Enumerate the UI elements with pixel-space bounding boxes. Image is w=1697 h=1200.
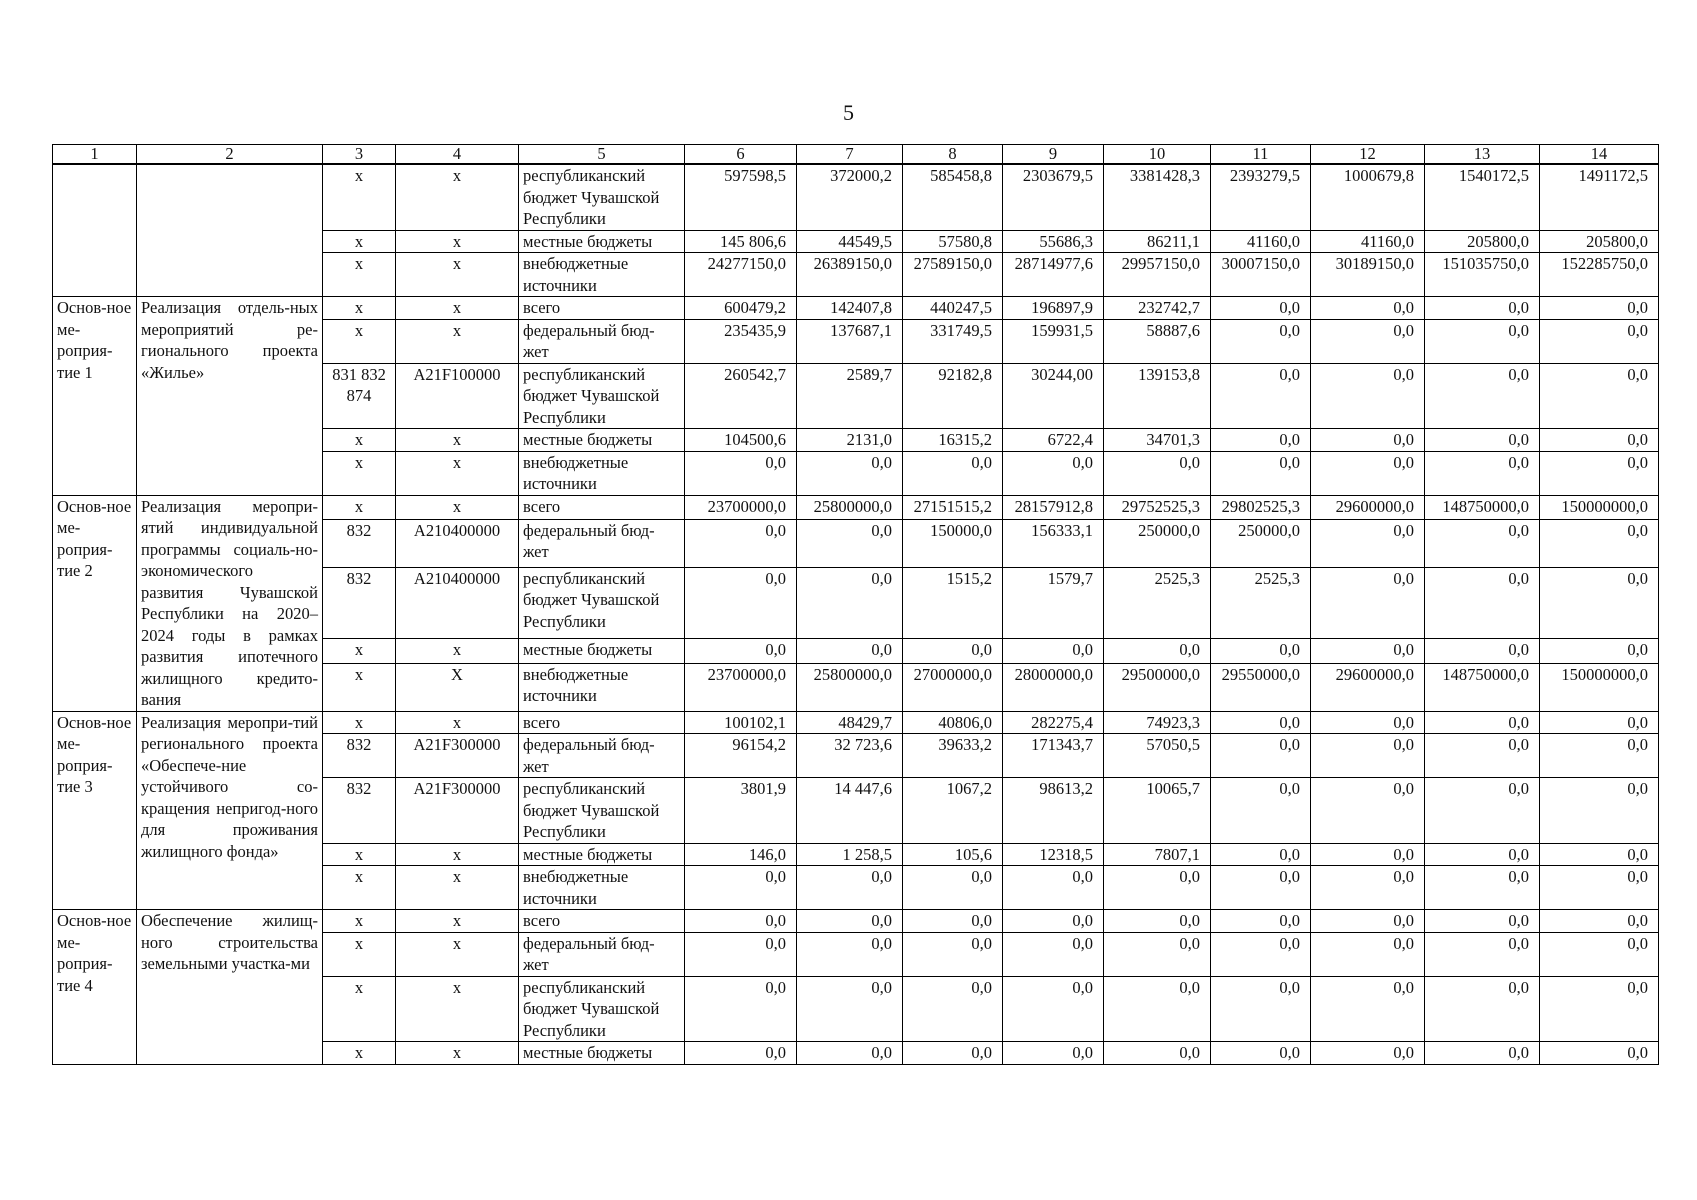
value-cell: 2589,7 (797, 363, 903, 429)
code-cell: х (323, 843, 396, 866)
code-cell: х (323, 910, 396, 933)
value-cell: 3381428,3 (1104, 164, 1211, 230)
classifier-cell: х (396, 910, 519, 933)
value-cell: 0,0 (1211, 639, 1311, 663)
value-cell: 0,0 (1003, 639, 1104, 663)
code-cell: х (323, 451, 396, 495)
value-cell: 0,0 (1311, 639, 1425, 663)
value-cell: 0,0 (1104, 639, 1211, 663)
value-cell: 139153,8 (1104, 363, 1211, 429)
value-cell: 159931,5 (1003, 319, 1104, 363)
value-cell: 0,0 (685, 451, 797, 495)
classifier-cell: А21F300000 (396, 734, 519, 778)
activity-number-cell: Основ-ное ме-роприя-тие 3 (53, 711, 137, 910)
value-cell: 0,0 (1003, 866, 1104, 910)
column-number-6: 6 (685, 145, 797, 165)
classifier-cell: х (396, 429, 519, 452)
value-cell: 0,0 (1211, 451, 1311, 495)
value-cell: 98613,2 (1003, 778, 1104, 844)
activity-number-cell: Основ-ное ме-роприя-тие 4 (53, 910, 137, 1065)
value-cell: 0,0 (1425, 429, 1540, 452)
value-cell: 34701,3 (1104, 429, 1211, 452)
value-cell: 0,0 (1311, 976, 1425, 1042)
value-cell: 0,0 (1425, 734, 1540, 778)
value-cell: 12318,5 (1003, 843, 1104, 866)
value-cell: 235435,9 (685, 319, 797, 363)
value-cell: 0,0 (1211, 363, 1311, 429)
value-cell: 0,0 (903, 451, 1003, 495)
value-cell: 205800,0 (1540, 230, 1659, 253)
code-cell: х (323, 297, 396, 320)
value-cell: 0,0 (1425, 843, 1540, 866)
column-number-13: 13 (1425, 145, 1540, 165)
value-cell: 0,0 (1311, 297, 1425, 320)
value-cell: 0,0 (903, 866, 1003, 910)
value-cell: 0,0 (903, 1042, 1003, 1065)
value-cell: 0,0 (1540, 778, 1659, 844)
value-cell: 0,0 (1311, 567, 1425, 638)
value-cell: 23700000,0 (685, 663, 797, 711)
column-number-2: 2 (137, 145, 323, 165)
value-cell: 585458,8 (903, 164, 1003, 230)
value-cell: 372000,2 (797, 164, 903, 230)
column-number-1: 1 (53, 145, 137, 165)
code-cell: 832 (323, 519, 396, 567)
value-cell: 142407,8 (797, 297, 903, 320)
value-cell: 104500,6 (685, 429, 797, 452)
value-cell: 0,0 (1003, 910, 1104, 933)
funding-source-cell: федеральный бюд-жет (519, 932, 685, 976)
value-cell: 0,0 (1104, 866, 1211, 910)
value-cell: 0,0 (1425, 1042, 1540, 1065)
value-cell: 25800000,0 (797, 495, 903, 519)
value-cell: 58887,6 (1104, 319, 1211, 363)
classifier-cell: х (396, 297, 519, 320)
value-cell: 0,0 (1425, 363, 1540, 429)
value-cell: 74923,3 (1104, 711, 1211, 734)
funding-source-cell: внебюджетные источники (519, 451, 685, 495)
value-cell: 282275,4 (1003, 711, 1104, 734)
value-cell: 0,0 (797, 519, 903, 567)
value-cell: 0,0 (1003, 1042, 1104, 1065)
value-cell: 0,0 (1540, 932, 1659, 976)
value-cell: 440247,5 (903, 297, 1003, 320)
value-cell: 0,0 (1311, 734, 1425, 778)
value-cell: 205800,0 (1425, 230, 1540, 253)
value-cell: 0,0 (1540, 843, 1659, 866)
table-header-row (53, 145, 1659, 165)
table-row (53, 711, 1659, 734)
code-cell: 832 (323, 778, 396, 844)
value-cell: 1 258,5 (797, 843, 903, 866)
value-cell: 0,0 (1211, 976, 1311, 1042)
value-cell: 0,0 (1211, 866, 1311, 910)
funding-source-cell: федеральный бюд-жет (519, 319, 685, 363)
value-cell: 0,0 (903, 932, 1003, 976)
value-cell: 260542,7 (685, 363, 797, 429)
value-cell: 150000000,0 (1540, 495, 1659, 519)
classifier-cell: х (396, 976, 519, 1042)
value-cell: 27000000,0 (903, 663, 1003, 711)
value-cell: 0,0 (1540, 451, 1659, 495)
value-cell: 0,0 (685, 567, 797, 638)
value-cell: 1540172,5 (1425, 164, 1540, 230)
value-cell: 10065,7 (1104, 778, 1211, 844)
value-cell: 55686,3 (1003, 230, 1104, 253)
code-cell: 832 (323, 734, 396, 778)
value-cell: 14 447,6 (797, 778, 903, 844)
value-cell: 0,0 (1211, 843, 1311, 866)
value-cell: 1000679,8 (1311, 164, 1425, 230)
value-cell: 0,0 (1540, 734, 1659, 778)
value-cell: 1491172,5 (1540, 164, 1659, 230)
value-cell: 29802525,3 (1211, 495, 1311, 519)
table-row (53, 164, 1659, 230)
value-cell: 48429,7 (797, 711, 903, 734)
value-cell: 29550000,0 (1211, 663, 1311, 711)
value-cell: 0,0 (1211, 910, 1311, 933)
value-cell: 0,0 (797, 639, 903, 663)
value-cell: 30244,00 (1003, 363, 1104, 429)
value-cell: 0,0 (685, 910, 797, 933)
value-cell: 250000,0 (1104, 519, 1211, 567)
value-cell: 0,0 (1211, 319, 1311, 363)
value-cell: 0,0 (685, 866, 797, 910)
value-cell: 28714977,6 (1003, 253, 1104, 297)
continued-cell (53, 164, 137, 297)
code-cell: х (323, 711, 396, 734)
value-cell: 25800000,0 (797, 663, 903, 711)
activity-name-cell: Реализация меропри-ятий индивидуальной программы социаль-но-экономического развития Чувашской Республики на 2020–2024 годы в рамках развития ипотечного жилищного кредито-вания (137, 495, 323, 711)
value-cell: 0,0 (1540, 976, 1659, 1042)
column-number-12: 12 (1311, 145, 1425, 165)
value-cell: 0,0 (685, 639, 797, 663)
funding-source-cell: республиканский бюджет Чувашской Республики (519, 778, 685, 844)
column-number-9: 9 (1003, 145, 1104, 165)
code-cell: х (323, 976, 396, 1042)
funding-source-cell: всего (519, 495, 685, 519)
column-number-8: 8 (903, 145, 1003, 165)
code-cell: х (323, 230, 396, 253)
funding-source-cell: внебюджетные источники (519, 253, 685, 297)
table-row (53, 495, 1659, 519)
value-cell: 29600000,0 (1311, 495, 1425, 519)
value-cell: 0,0 (1211, 711, 1311, 734)
value-cell: 0,0 (685, 1042, 797, 1065)
value-cell: 232742,7 (1104, 297, 1211, 320)
value-cell: 30007150,0 (1211, 253, 1311, 297)
funding-source-cell: всего (519, 297, 685, 320)
value-cell: 0,0 (1311, 932, 1425, 976)
value-cell: 32 723,6 (797, 734, 903, 778)
value-cell: 145 806,6 (685, 230, 797, 253)
code-cell: 832 (323, 567, 396, 638)
classifier-cell: х (396, 164, 519, 230)
value-cell: 0,0 (1104, 932, 1211, 976)
value-cell: 0,0 (1425, 711, 1540, 734)
code-cell: х (323, 663, 396, 711)
value-cell: 146,0 (685, 843, 797, 866)
value-cell: 0,0 (1104, 910, 1211, 933)
value-cell: 1579,7 (1003, 567, 1104, 638)
value-cell: 57580,8 (903, 230, 1003, 253)
code-cell: х (323, 429, 396, 452)
value-cell: 0,0 (797, 976, 903, 1042)
value-cell: 0,0 (1540, 319, 1659, 363)
funding-source-cell: всего (519, 711, 685, 734)
value-cell: 16315,2 (903, 429, 1003, 452)
value-cell: 0,0 (1211, 932, 1311, 976)
value-cell: 0,0 (1311, 866, 1425, 910)
value-cell: 0,0 (903, 976, 1003, 1042)
classifier-cell: х (396, 495, 519, 519)
code-cell: х (323, 495, 396, 519)
classifier-cell: А21F300000 (396, 778, 519, 844)
activity-name-cell: Реализация меропри-тий регионального проекта «Обеспече-ние устойчивого со-кращения непригод-ного для проживания жилищного фонда» (137, 711, 323, 910)
value-cell: 86211,1 (1104, 230, 1211, 253)
column-number-10: 10 (1104, 145, 1211, 165)
value-cell: 29500000,0 (1104, 663, 1211, 711)
value-cell: 0,0 (1003, 932, 1104, 976)
activity-name-cell: Обеспечение жилищ-ного строительства земельными участка-ми (137, 910, 323, 1065)
value-cell: 0,0 (1425, 976, 1540, 1042)
value-cell: 0,0 (1540, 866, 1659, 910)
value-cell: 250000,0 (1211, 519, 1311, 567)
code-cell: х (323, 932, 396, 976)
classifier-cell: х (396, 932, 519, 976)
value-cell: 0,0 (1311, 519, 1425, 567)
value-cell: 0,0 (1311, 319, 1425, 363)
code-cell: х (323, 866, 396, 910)
classifier-cell: х (396, 319, 519, 363)
value-cell: 28000000,0 (1003, 663, 1104, 711)
value-cell: 0,0 (1540, 429, 1659, 452)
code-cell: х (323, 639, 396, 663)
value-cell: 41160,0 (1211, 230, 1311, 253)
column-number-7: 7 (797, 145, 903, 165)
code-cell: 831 832 874 (323, 363, 396, 429)
value-cell: 0,0 (1540, 639, 1659, 663)
page-number: 5 (843, 100, 854, 125)
value-cell: 0,0 (1425, 451, 1540, 495)
value-cell: 0,0 (797, 866, 903, 910)
value-cell: 171343,7 (1003, 734, 1104, 778)
value-cell: 28157912,8 (1003, 495, 1104, 519)
value-cell: 100102,1 (685, 711, 797, 734)
value-cell: 152285750,0 (1540, 253, 1659, 297)
value-cell: 0,0 (1104, 451, 1211, 495)
value-cell: 0,0 (797, 1042, 903, 1065)
value-cell: 137687,1 (797, 319, 903, 363)
value-cell: 2525,3 (1211, 567, 1311, 638)
funding-source-cell: местные бюджеты (519, 639, 685, 663)
classifier-cell: х (396, 711, 519, 734)
value-cell: 0,0 (1425, 932, 1540, 976)
value-cell: 27151515,2 (903, 495, 1003, 519)
funding-source-cell: внебюджетные источники (519, 663, 685, 711)
value-cell: 57050,5 (1104, 734, 1211, 778)
value-cell: 150000,0 (903, 519, 1003, 567)
classifier-cell: Х (396, 663, 519, 711)
value-cell: 0,0 (797, 932, 903, 976)
activity-number-cell: Основ-ное ме-роприя-тие 1 (53, 297, 137, 496)
value-cell: 196897,9 (1003, 297, 1104, 320)
classifier-cell: А21F100000 (396, 363, 519, 429)
value-cell: 0,0 (1211, 297, 1311, 320)
value-cell: 40806,0 (903, 711, 1003, 734)
value-cell: 7807,1 (1104, 843, 1211, 866)
classifier-cell: х (396, 451, 519, 495)
value-cell: 0,0 (1311, 843, 1425, 866)
table-row (53, 297, 1659, 320)
column-number-5: 5 (519, 145, 685, 165)
value-cell: 0,0 (1003, 976, 1104, 1042)
value-cell: 27589150,0 (903, 253, 1003, 297)
column-number-3: 3 (323, 145, 396, 165)
code-cell: х (323, 319, 396, 363)
value-cell: 0,0 (1425, 778, 1540, 844)
value-cell: 0,0 (1540, 910, 1659, 933)
value-cell: 39633,2 (903, 734, 1003, 778)
funding-source-cell: федеральный бюд-жет (519, 734, 685, 778)
classifier-cell: А210400000 (396, 567, 519, 638)
code-cell: х (323, 1042, 396, 1065)
classifier-cell: х (396, 253, 519, 297)
value-cell: 29752525,3 (1104, 495, 1211, 519)
value-cell: 0,0 (1540, 711, 1659, 734)
value-cell: 156333,1 (1003, 519, 1104, 567)
value-cell: 0,0 (1211, 429, 1311, 452)
value-cell: 0,0 (1211, 1042, 1311, 1065)
value-cell: 0,0 (1211, 734, 1311, 778)
value-cell: 0,0 (903, 639, 1003, 663)
value-cell: 597598,5 (685, 164, 797, 230)
activity-number-cell: Основ-ное ме-роприя-тие 2 (53, 495, 137, 711)
value-cell: 0,0 (1425, 519, 1540, 567)
value-cell: 2303679,5 (1003, 164, 1104, 230)
funding-source-cell: республиканский бюджет Чувашской Республики (519, 164, 685, 230)
value-cell: 29957150,0 (1104, 253, 1211, 297)
funding-source-cell: внебюджетные источники (519, 866, 685, 910)
value-cell: 0,0 (1311, 910, 1425, 933)
value-cell: 96154,2 (685, 734, 797, 778)
value-cell: 0,0 (1425, 567, 1540, 638)
budget-table (52, 144, 1659, 1065)
classifier-cell: х (396, 866, 519, 910)
value-cell: 2525,3 (1104, 567, 1211, 638)
value-cell: 0,0 (797, 451, 903, 495)
value-cell: 1515,2 (903, 567, 1003, 638)
column-number-14: 14 (1540, 145, 1659, 165)
value-cell: 331749,5 (903, 319, 1003, 363)
continued-cell (137, 164, 323, 297)
value-cell: 2131,0 (797, 429, 903, 452)
value-cell: 148750000,0 (1425, 663, 1540, 711)
value-cell: 0,0 (1104, 1042, 1211, 1065)
value-cell: 0,0 (1425, 639, 1540, 663)
value-cell: 0,0 (1311, 363, 1425, 429)
value-cell: 3801,9 (685, 778, 797, 844)
activity-name-cell: Реализация отдель-ных мероприятий ре-гионального проекта «Жилье» (137, 297, 323, 496)
value-cell: 0,0 (1540, 519, 1659, 567)
value-cell: 1067,2 (903, 778, 1003, 844)
value-cell: 151035750,0 (1425, 253, 1540, 297)
value-cell: 0,0 (1425, 866, 1540, 910)
column-number-11: 11 (1211, 145, 1311, 165)
value-cell: 105,6 (903, 843, 1003, 866)
code-cell: х (323, 253, 396, 297)
classifier-cell: х (396, 843, 519, 866)
value-cell: 0,0 (685, 932, 797, 976)
value-cell: 0,0 (797, 567, 903, 638)
value-cell: 0,0 (1425, 910, 1540, 933)
value-cell: 600479,2 (685, 297, 797, 320)
value-cell: 0,0 (1311, 1042, 1425, 1065)
classifier-cell: х (396, 639, 519, 663)
funding-source-cell: республиканский бюджет Чувашской Республики (519, 976, 685, 1042)
value-cell: 0,0 (1311, 451, 1425, 495)
value-cell: 0,0 (903, 910, 1003, 933)
value-cell: 29600000,0 (1311, 663, 1425, 711)
value-cell: 0,0 (1311, 711, 1425, 734)
value-cell: 0,0 (1311, 429, 1425, 452)
value-cell: 150000000,0 (1540, 663, 1659, 711)
value-cell: 0,0 (1540, 363, 1659, 429)
funding-source-cell: местные бюджеты (519, 429, 685, 452)
value-cell: 0,0 (1211, 778, 1311, 844)
funding-source-cell: республиканский бюджет Чувашской Республики (519, 567, 685, 638)
value-cell: 26389150,0 (797, 253, 903, 297)
value-cell: 0,0 (685, 976, 797, 1042)
value-cell: 0,0 (1540, 1042, 1659, 1065)
funding-source-cell: местные бюджеты (519, 1042, 685, 1065)
value-cell: 0,0 (1003, 451, 1104, 495)
funding-source-cell: федеральный бюд-жет (519, 519, 685, 567)
value-cell: 23700000,0 (685, 495, 797, 519)
value-cell: 24277150,0 (685, 253, 797, 297)
column-number-4: 4 (396, 145, 519, 165)
classifier-cell: х (396, 1042, 519, 1065)
value-cell: 0,0 (685, 519, 797, 567)
value-cell: 0,0 (1540, 567, 1659, 638)
funding-source-cell: республиканский бюджет Чувашской Республики (519, 363, 685, 429)
value-cell: 0,0 (1540, 297, 1659, 320)
value-cell: 0,0 (1104, 976, 1211, 1042)
funding-source-cell: всего (519, 910, 685, 933)
value-cell: 0,0 (1425, 297, 1540, 320)
value-cell: 148750000,0 (1425, 495, 1540, 519)
value-cell: 0,0 (797, 910, 903, 933)
classifier-cell: А210400000 (396, 519, 519, 567)
table-row (53, 910, 1659, 933)
value-cell: 41160,0 (1311, 230, 1425, 253)
funding-source-cell: местные бюджеты (519, 843, 685, 866)
classifier-cell: х (396, 230, 519, 253)
funding-source-cell: местные бюджеты (519, 230, 685, 253)
value-cell: 6722,4 (1003, 429, 1104, 452)
value-cell: 44549,5 (797, 230, 903, 253)
code-cell: х (323, 164, 396, 230)
value-cell: 30189150,0 (1311, 253, 1425, 297)
value-cell: 2393279,5 (1211, 164, 1311, 230)
value-cell: 92182,8 (903, 363, 1003, 429)
value-cell: 0,0 (1425, 319, 1540, 363)
value-cell: 0,0 (1311, 778, 1425, 844)
